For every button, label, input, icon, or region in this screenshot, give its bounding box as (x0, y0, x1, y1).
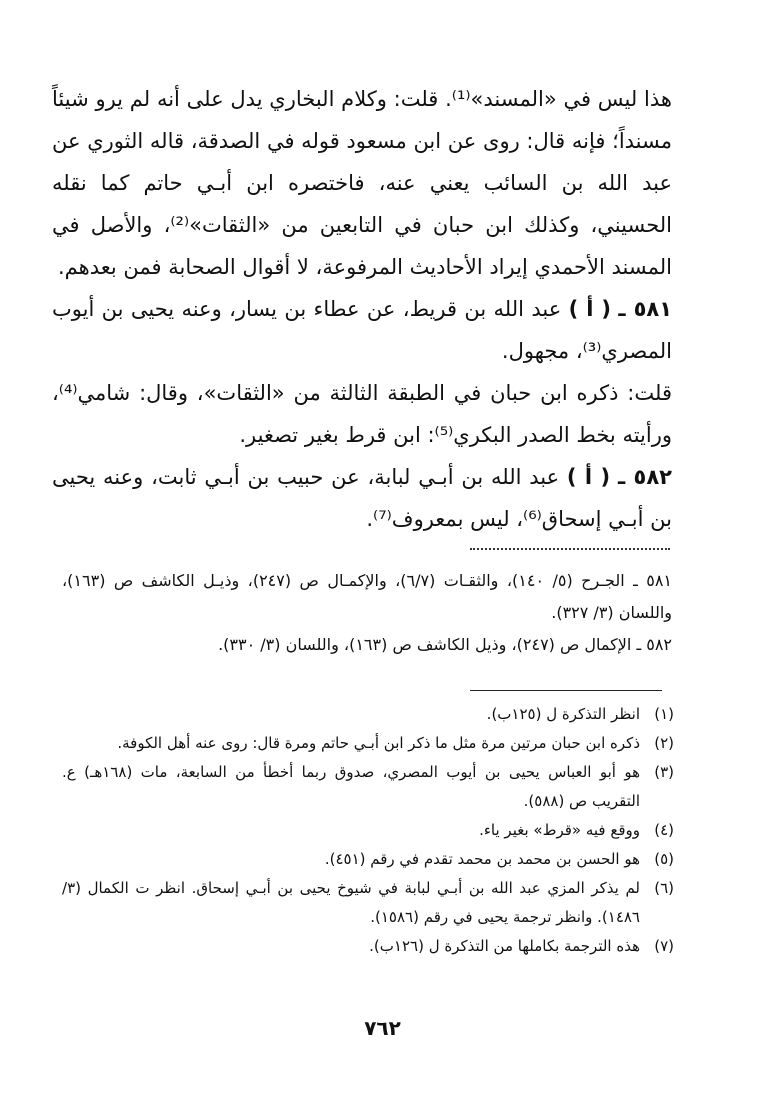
entry-582 (52, 456, 672, 540)
footnote-rule (470, 690, 662, 691)
footnote-text: هو أبو العباس يحيى بن أيوب المصري، صدوق ربما أخطأ من السابعة، مات (١٦٨هـ) ع. التقريب ص (٥٨٨). (62, 763, 640, 810)
footnote-number: (٧) (654, 937, 674, 955)
sources-581: ٥٨١ ـ الجـرح (٥/ ١٤٠)، والثقـات (٦/٧)، والإكمـال ص (٢٤٧)، وذيـل الكاشف ص (١٦٣)، واللسان (٣/ ٣٢٧). (62, 571, 673, 622)
footnote-number: (٣) (654, 763, 674, 781)
page-number: ٧٦٢ (364, 1016, 401, 1040)
footnote (62, 816, 674, 845)
footnote-text: انظر التذكرة ل (١٢٥ب). (486, 705, 640, 723)
entry-582-number: ٥٨٢ ـ (617, 465, 672, 489)
main-text (52, 78, 672, 540)
sources-582: ٥٨٢ ـ الإكمال ص (٢٤٧)، وذيل الكاشف ص (١٦٣)، واللسان (٣/ ٣٣٠). (218, 635, 672, 654)
entry-581-text: عبد الله بن قريط، عن عطاء بن يسار، وعنه يحيى بن أيوب المصري⁽³⁾، مجهول. (52, 297, 672, 363)
footnote-number: (٥) (654, 850, 674, 868)
footnote-number: (١) (654, 705, 674, 723)
footnote-text: هو الحسن بن محمد بن محمد تقدم في رقم (٤٥١). (324, 850, 640, 868)
footnote-number: (٦) (654, 879, 674, 897)
entry-581-comment: قلت: ذكره ابن حبان في الطبقة الثالثة من «الثقات»، وقال: شامي⁽⁴⁾، ورأيته بخط الصدر البكري⁽⁵⁾: ابن قرط بغير تصغير. (52, 381, 672, 447)
footnote (62, 700, 674, 729)
entry-581-number: ٥٨١ ـ (618, 297, 673, 321)
footnote-text: هذه الترجمة بكاملها من التذكرة ل (١٢٦ب). (369, 937, 640, 955)
footnote (62, 758, 674, 816)
footnote-number: (٢) (654, 734, 674, 752)
entry-581 (52, 288, 672, 372)
footnotes (62, 700, 674, 961)
paragraph-continuation: هذا ليس في «المسند»⁽¹⁾. قلت: وكلام البخاري يدل على أنه لم يرو شيئاً مسنداً؛ فإنه قال: روى عن ابن مسعود قوله في الصدقة، قاله الثوري عن عبد الله بن السائب يعني عنه، فاختصره ابن أبـي حاتم كما نقله الحسيني، وكذلك ابن حبان في التابعين من «الثقات»⁽²⁾، والأصل في المسند الأحمدي إيراد الأحاديث المرفوعة، لا أقوال الصحابة فمن بعدهم. (52, 87, 673, 279)
entry-582-text: عبد الله بن أبـي لبابة، عن حبيب بن أبـي ثابت، وعنه يحيى بن أبـي إسحاق⁽⁶⁾، ليس بمعروف⁽⁷⁾. (52, 465, 672, 531)
sources-block (62, 565, 672, 661)
footnote-text: لم يذكر المزي عبد الله بن أبـي لبابة في شيوخ يحيى بن أبـي إسحاق. انظر ت الكمال (٣/ ١٤٨٦). وانظر ترجمة يحيى في رقم (١٥٨٦). (62, 879, 640, 926)
footnote (62, 845, 674, 874)
footnote-text: ووقع فيه «قرط» بغير ياء. (479, 821, 640, 839)
footnote (62, 932, 674, 961)
entry-582-marker: ( أ ) (566, 465, 611, 489)
footnote-number: (٤) (654, 821, 674, 839)
entry-581-marker: ( أ ) (568, 297, 611, 321)
footnote (62, 874, 674, 932)
footnote (62, 729, 674, 758)
footnote-text: ذكره ابن حبان مرتين مرة مثل ما ذكر ابن أبـي حاتم ومرة قال: روى عنه أهل الكوفة. (117, 734, 640, 752)
dotted-separator (470, 548, 670, 550)
